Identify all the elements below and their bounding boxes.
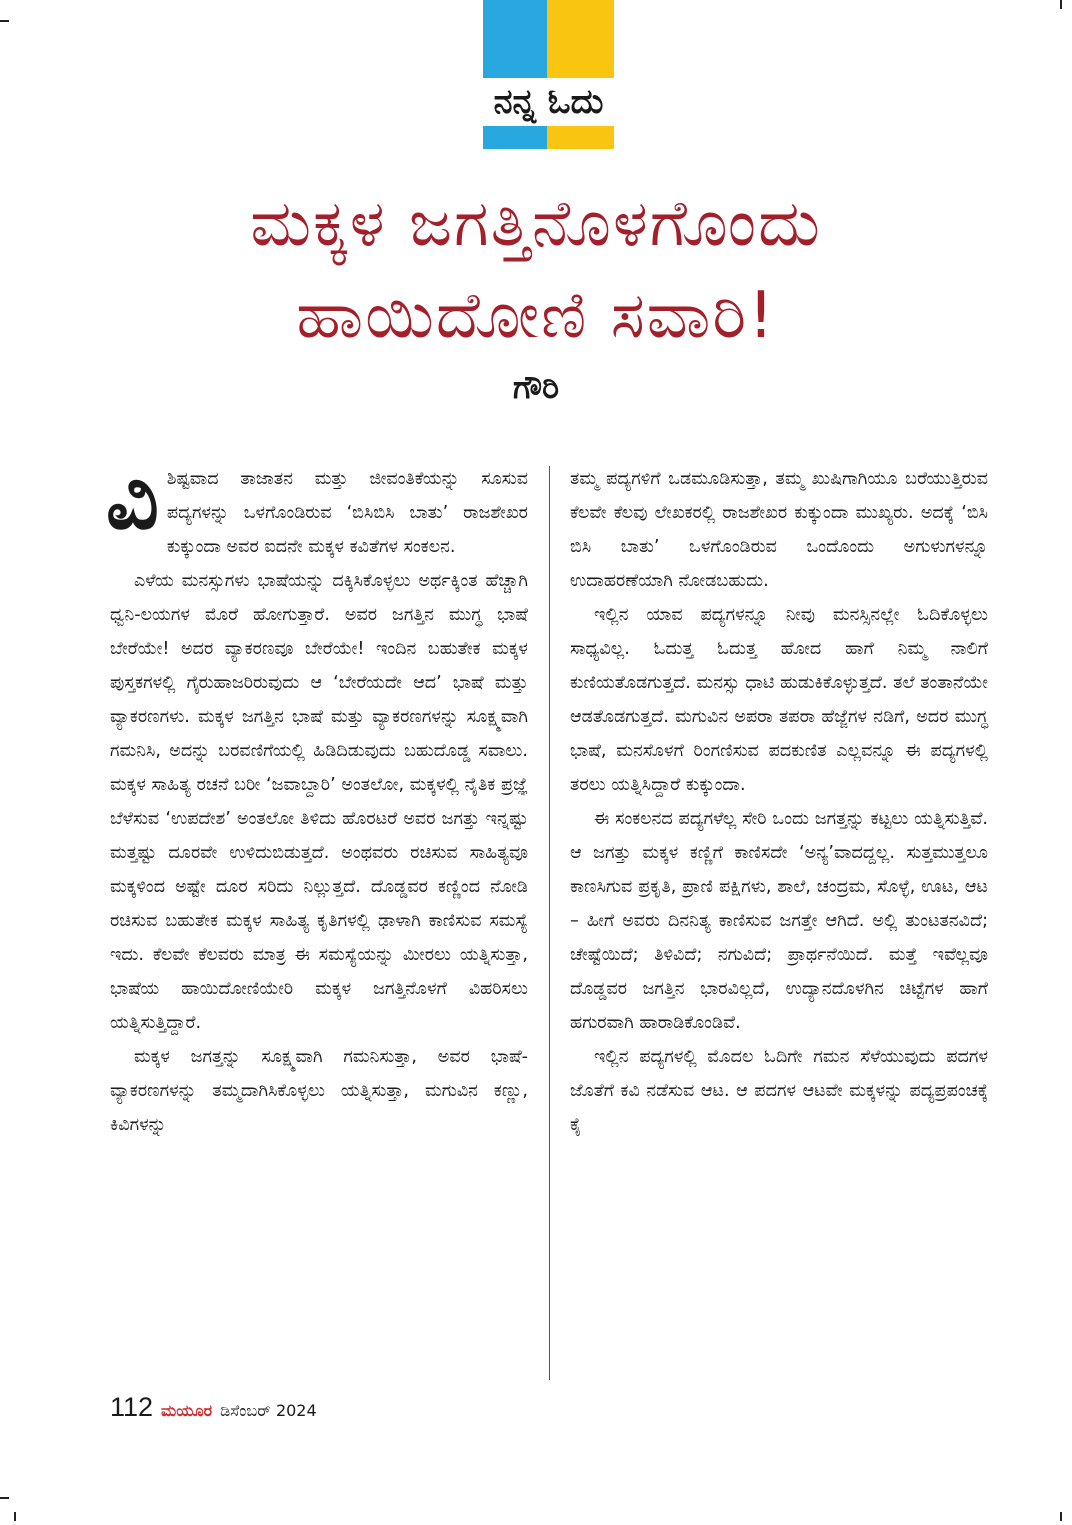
crop-mark <box>14 1512 16 1521</box>
column-divider <box>549 466 550 1380</box>
badge-yellow-block <box>547 0 614 78</box>
badge-blue-strip <box>483 126 547 149</box>
paragraph: ಎಳೆಯ ಮನಸ್ಸುಗಳು ಭಾಷೆಯನ್ನು ದಕ್ಕಿಸಿಕೊಳ್ಳಲು ಅರ್ಥಕ್ಕಿಂತ ಹೆಚ್ಚಾಗಿ ಧ್ವನಿ-ಲಯಗಳ ಮೊರೆ ಹೋಗುತ್ತಾರೆ. ಅವರ ಜಗತ್ತಿನ ಮುಗ್ಧ ಭಾಷೆ ಬೇರೆಯೇ! ಅದರ ವ್ಯಾಕರಣವೂ ಬೇರೆಯೇ! ಇಂದಿನ ಬಹುತೇಕ ಮಕ್ಕಳ ಪುಸ್ತಕಗಳಲ್ಲಿ ಗೈರುಹಾಜರಿರುವುದು ಆ ‘ಬೇರೆಯದೇ ಆದ’ ಭಾಷೆ ಮತ್ತು ವ್ಯಾಕರಣಗಳು. ಮಕ್ಕಳ ಜಗತ್ತಿನ ಭಾಷೆ ಮತ್ತು ವ್ಯಾಕರಣಗಳನ್ನು ಸೂಕ್ಷ್ಮವಾಗಿ ಗಮನಿಸಿ, ಅದನ್ನು ಬರವಣಿಗೆಯಲ್ಲಿ ಹಿಡಿದಿಡುವುದು ಬಹುದೊಡ್ಡ ಸವಾಲು. ಮಕ್ಕಳ ಸಾಹಿತ್ಯ ರಚನೆ ಬರೀ ‘ಜವಾಬ್ದಾರಿ’ ಅಂತಲೋ, ಮಕ್ಕಳಲ್ಲಿ ನೈತಿಕ ಪ್ರಜ್ಞೆ ಬೆಳೆಸುವ ‘ಉಪದೇಶ’ ಅಂತಲೋ ತಿಳಿದು ಹೊರಟರೆ ಅವರ ಜಗತ್ತು ಇನ್ನಷ್ಟು ಮತ್ತಷ್ಟು ದೂರವೇ ಉಳಿದುಬಿಡುತ್ತದೆ. ಅಂಥವರು ರಚಿಸುವ ಸಾಹಿತ್ಯವೂ ಮಕ್ಕಳಿಂದ ಅಷ್ಟೇ ದೂರ ಸರಿದು ನಿಲ್ಲುತ್ತದೆ. ದೊಡ್ಡವರ ಕಣ್ಣಿಂದ ನೋಡಿ ರಚಿಸುವ ಬಹುತೇಕ ಮಕ್ಕಳ ಸಾಹಿತ್ಯ ಕೃತಿಗಳಲ್ಲಿ ಢಾಳಾಗಿ ಕಾಣಿಸುವ ಸಮಸ್ಯೆ ಇದು. ಕೆಲವೇ ಕೆಲವರು ಮಾತ್ರ ಈ ಸಮಸ್ಯೆಯನ್ನು ಮೀರಲು ಯತ್ನಿಸುತ್ತಾ, ಭಾಷೆಯ ಹಾಯಿದೋಣಿಯೇರಿ ಮಕ್ಕಳ ಜಗತ್ತಿನೊಳಗೆ ವಿಹರಿಸಲು ಯತ್ನಿಸುತ್ತಿದ್ದಾರೆ. <box>110 571 528 1033</box>
crop-mark <box>1060 1512 1062 1521</box>
paragraph: ತಮ್ಮ ಪದ್ಯಗಳಿಗೆ ಒಡಮೂಡಿಸುತ್ತಾ, ತಮ್ಮ ಖುಷಿಗಾಗಿಯೂ ಬರೆಯುತ್ತಿರುವ ಕೆಲವೇ ಕೆಲವು ಲೇಖಕರಲ್ಲಿ ರಾಜಶೇಖರ ಕುಕ್ಕುಂದಾ ಮುಖ್ಯರು. ಅದಕ್ಕೆ ‘ಬಿಸಿ ಬಿಸಿ ಬಾತು’ ಒಳಗೊಂಡಿರುವ ಒಂದೊಂದು ಅಗುಳುಗಳನ್ನೂ ಉದಾಹರಣೆಯಾಗಿ ನೋಡಬಹುದು. <box>570 469 988 591</box>
magazine-logo: ಮಯೂರ <box>161 1401 213 1420</box>
body-column-left <box>106 453 528 1142</box>
article-title-line-2: ಹಾಯಿದೋಣಿ ಸವಾರಿ! <box>296 279 776 353</box>
section-label: ನನ್ನ ಓದು <box>493 82 604 122</box>
paragraph: ಮಕ್ಕಳ ಜಗತ್ತನ್ನು ಸೂಕ್ಷ್ಮವಾಗಿ ಗಮನಿಸುತ್ತಾ, ಅವರ ಭಾಷೆ-ವ್ಯಾಕರಣಗಳನ್ನು ತಮ್ಮದಾಗಿಸಿಕೊಳ್ಳಲು ಯತ್ನಿಸುತ್ತಾ, ಮಗುವಿನ ಕಣ್ಣು, ಕಿವಿಗಳನ್ನು <box>110 1047 528 1135</box>
drop-cap: ವಿ <box>106 453 159 548</box>
page-number: 112 <box>110 1392 154 1422</box>
article-title-line-1: ಮಕ್ಕಳ ಜಗತ್ತಿನೊಳಗೊಂದು <box>250 187 822 261</box>
crop-mark <box>1060 0 1062 9</box>
paragraph: ಇಲ್ಲಿನ ಪದ್ಯಗಳಲ್ಲಿ ಮೊದಲ ಓದಿಗೇ ಗಮನ ಸೆಳೆಯುವುದು ಪದಗಳ ಜೊತೆಗೆ ಕವಿ ನಡೆಸುವ ಆಟ. ಆ ಪದಗಳ ಆಟವೇ ಮಕ್ಕಳನ್ನು ಪದ್ಯಪ್ರಪಂಚಕ್ಕೆ ಕೈ <box>570 1047 988 1135</box>
crop-mark <box>0 20 9 22</box>
paragraph: ಈ ಸಂಕಲನದ ಪದ್ಯಗಳೆಲ್ಲ ಸೇರಿ ಒಂದು ಜಗತ್ತನ್ನು ಕಟ್ಟಲು ಯತ್ನಿಸುತ್ತಿವೆ. ಆ ಜಗತ್ತು ಮಕ್ಕಳ ಕಣ್ಣಿಗೆ ಕಾಣಿಸದೇ ‘ಅನ್ಯ’ವಾದದ್ದಲ್ಲ. ಸುತ್ತಮುತ್ತಲೂ ಕಾಣಸಿಗುವ ಪ್ರಕೃತಿ, ಪ್ರಾಣಿ ಪಕ್ಷಿಗಳು, ಶಾಲೆ, ಚಂದ್ರಮ, ಸೊಳ್ಳೆ, ಊಟ, ಆಟ – ಹೀಗೆ ಅವರು ದಿನನಿತ್ಯ ಕಾಣಿಸುವ ಜಗತ್ತೇ ಆಗಿದೆ. ಅಲ್ಲಿ ತುಂಟತನವಿದೆ; ಚೇಷ್ಟೆಯಿದೆ; ತಿಳಿವಿದೆ; ನಗುವಿದೆ; ಪ್ರಾರ್ಥನೆಯಿದೆ. ಮತ್ತೆ ಇವೆಲ್ಲವೂ ದೊಡ್ಡವರ ಜಗತ್ತಿನ ಭಾರವಿಲ್ಲದೆ, ಉದ್ಯಾನದೊಳಗಿನ ಚಿಟ್ಟೆಗಳ ಹಾಗೆ ಹಗುರವಾಗಿ ಹಾರಾಡಿಕೊಂಡಿವೆ. <box>570 809 988 1033</box>
paragraph <box>106 453 528 564</box>
article-title <box>90 178 982 362</box>
body-column-right <box>570 462 988 1142</box>
issue-date: ಡಿಸೆಂಬರ್ 2024 <box>220 1401 317 1420</box>
section-badge <box>483 0 614 149</box>
crop-mark <box>0 1497 9 1499</box>
paragraph: ಇಲ್ಲಿನ ಯಾವ ಪದ್ಯಗಳನ್ನೂ ನೀವು ಮನಸ್ಸಿನಲ್ಲೇ ಓದಿಕೊಳ್ಳಲು ಸಾಧ್ಯವಿಲ್ಲ. ಓದುತ್ತ ಓದುತ್ತ ಹೋದ ಹಾಗೆ ನಿಮ್ಮ ನಾಲಿಗೆ ಕುಣಿಯತೊಡಗುತ್ತದೆ. ಮನಸ್ಸು ಧಾಟಿ ಹುಡುಕಿಕೊಳ್ಳುತ್ತದೆ. ತಲೆ ತಂತಾನೆಯೇ ಆಡತೊಡಗುತ್ತದೆ. ಮಗುವಿನ ಅಪರಾ ತಪರಾ ಹೆಜ್ಜೆಗಳ ನಡಿಗೆ, ಅದರ ಮುಗ್ಧ ಭಾಷೆ, ಮನಸೊಳಗೆ ರಿಂಗಣಿಸುವ ಪದಕುಣಿತ ಎಲ್ಲವನ್ನೂ ಈ ಪದ್ಯಗಳಲ್ಲಿ ತರಲು ಯತ್ನಿಸಿದ್ದಾರೆ ಕುಕ್ಕುಂದಾ. <box>570 605 988 795</box>
badge-blue-block <box>483 0 547 78</box>
badge-yellow-strip <box>547 126 614 149</box>
paragraph-text: ಶಿಷ್ಟವಾದ ತಾಜಾತನ ಮತ್ತು ಜೀವಂತಿಕೆಯನ್ನು ಸೂಸುವ ಪದ್ಯಗಳನ್ನು ಒಳಗೊಂಡಿರುವ ‘ಬಿಸಿಬಿಸಿ ಬಾತು’ ರಾಜಶೇಖರ ಕುಕ್ಕುಂದಾ ಅವರ ಐದನೇ ಮಕ್ಕಳ ಕವಿತೆಗಳ ಸಂಕಲನ. <box>166 469 528 557</box>
author-byline: ಗೌರಿ <box>512 368 560 406</box>
page-footer <box>110 1392 317 1428</box>
